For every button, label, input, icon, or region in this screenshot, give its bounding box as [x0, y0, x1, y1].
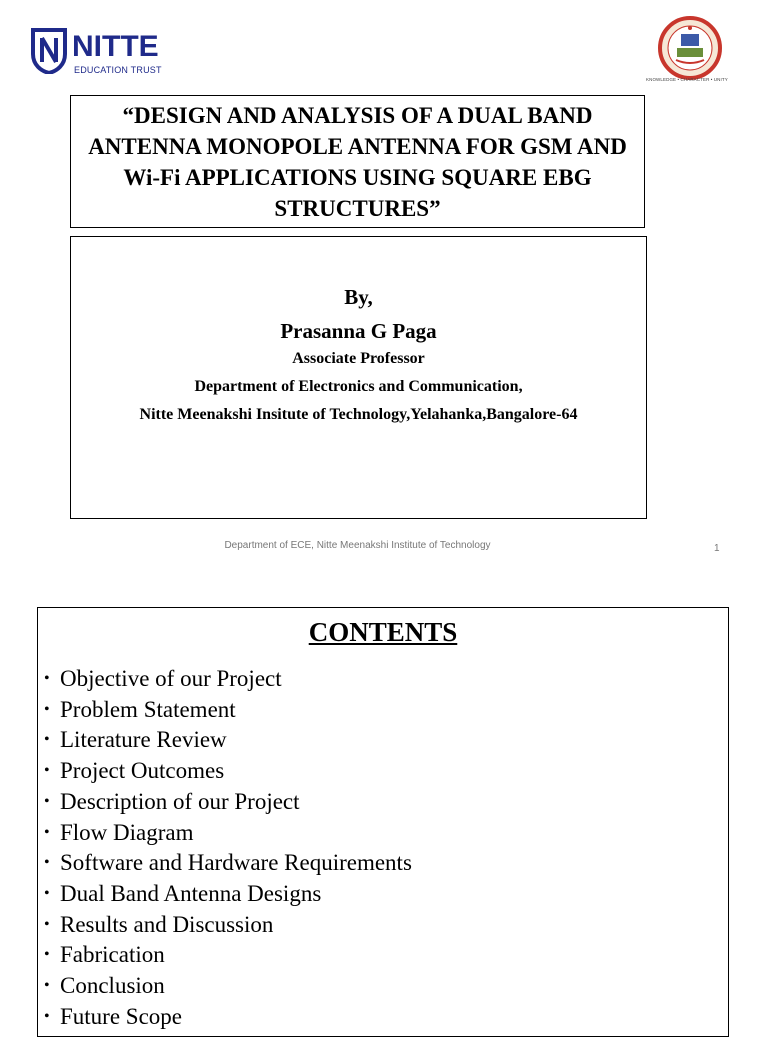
contents-heading: CONTENTS — [308, 617, 458, 647]
by-label: By, — [344, 285, 373, 309]
list-item-label: Fabrication — [60, 942, 165, 968]
logo-name: NITTE — [72, 30, 159, 63]
logo-subtitle: EDUCATION TRUST — [74, 65, 162, 75]
contents-box — [37, 607, 729, 1037]
list-item-label: Results and Discussion — [60, 911, 274, 937]
nitte-logo — [30, 28, 162, 75]
list-item-label: Software and Hardware Requirements — [60, 850, 412, 876]
title-box — [70, 95, 645, 228]
presentation-title: “DESIGN AND ANALYSIS OF A DUAL BAND ANTENNA MONOPOLE ANTENNA FOR GSM AND Wi-Fi APPLICATIONS USING SQUARE EBG STRUCTURES” — [88, 102, 645, 221]
bullet-icon: • — [44, 670, 50, 687]
bullet-icon: • — [44, 731, 50, 749]
list-item-label: Objective of our Project — [60, 666, 282, 691]
page-number: 1 — [714, 543, 720, 554]
bullet-icon: • — [44, 884, 50, 902]
nitte-shield-icon — [30, 28, 68, 74]
list-item — [44, 664, 728, 695]
author-institute: Nitte Meenakshi Insitute of Technology,Yelahanka,Bangalore-64 — [139, 406, 578, 423]
slide-footer: Department of ECE, Nitte Meenakshi Institute of Technology — [224, 540, 491, 551]
contents-list — [44, 664, 728, 1032]
list-item-label: Project Outcomes — [60, 758, 225, 784]
bullet-icon: • — [44, 946, 50, 964]
author-department: Department of Electronics and Communication, — [194, 378, 523, 395]
list-item — [44, 910, 728, 941]
list-item — [44, 818, 728, 849]
list-item — [44, 879, 728, 910]
bullet-icon: • — [44, 915, 50, 933]
bullet-icon: • — [44, 1007, 50, 1025]
list-item — [44, 971, 728, 1002]
list-item — [44, 940, 728, 971]
author-box — [70, 236, 647, 519]
bullet-icon: • — [44, 700, 50, 718]
list-item — [44, 695, 728, 726]
list-item — [44, 756, 728, 787]
list-item-label: Description of our Project — [60, 788, 300, 814]
list-item — [44, 787, 728, 818]
list-item — [44, 725, 728, 756]
list-item-label: Flow Diagram — [60, 819, 194, 845]
author-role: Associate Professor — [292, 350, 425, 367]
list-item-label: Dual Band Antenna Designs — [60, 880, 322, 906]
seal-motto: KNOWLEDGE • CHARACTER • UNITY — [646, 77, 728, 82]
bullet-icon: • — [44, 854, 50, 872]
bullet-icon: • — [44, 762, 50, 780]
list-item-label: Literature Review — [60, 727, 227, 753]
list-item-label: Problem Statement — [60, 696, 236, 722]
bullet-icon: • — [44, 977, 50, 995]
list-item — [44, 1002, 728, 1033]
author-name: Prasanna G Paga — [280, 319, 437, 343]
list-item — [44, 848, 728, 879]
bullet-icon: • — [44, 823, 50, 841]
list-item-label: Conclusion — [60, 973, 165, 999]
bullet-icon: • — [44, 792, 50, 810]
list-item-label: Future Scope — [60, 1003, 183, 1029]
